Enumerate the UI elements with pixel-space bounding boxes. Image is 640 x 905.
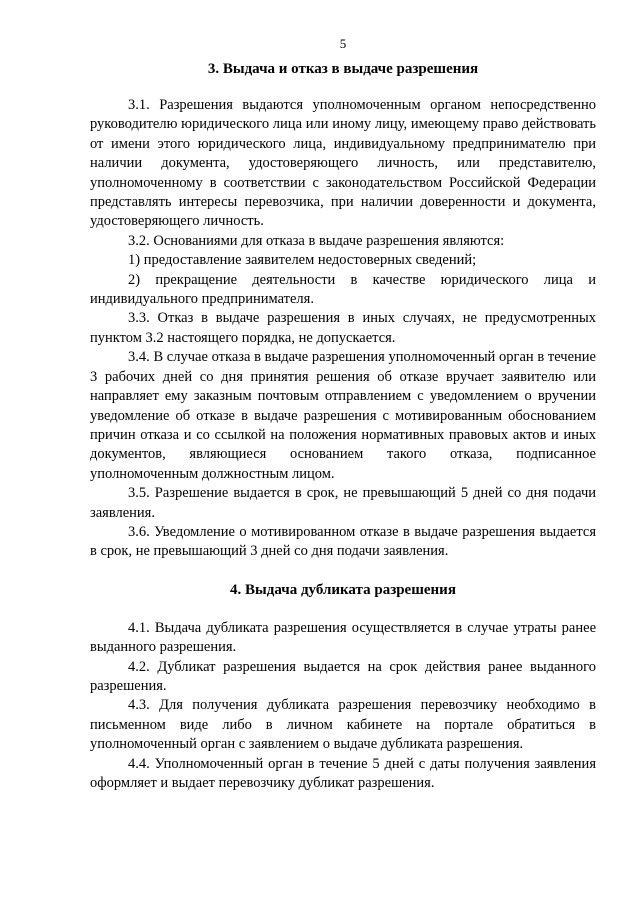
paragraph-3-1: 3.1. Разрешения выдаются уполномоченным органом непосредственно руководителю юридического лица или иному лицу, имеющему право действовать от имени этого юридического лица, индивидуальному предпринимателю при наличии документа, удостоверяющего личность, или представителю, уполномоченному в соответствии с законодательством Российской Федерации представлять интересы перевозчика, при наличии доверенности и документа, удостоверяющего личность. bbox=[90, 97, 596, 230]
paragraph-4-4: 4.4. Уполномоченный орган в течение 5 дней с даты получения заявления оформляет и выдает перевозчику дубликат разрешения. bbox=[90, 755, 596, 791]
section-title: 4. Выдача дубликата разрешения bbox=[230, 581, 456, 598]
paragraph-4-3: 4.3. Для получения дубликата разрешения перевозчику необходимо в письменном виде либо в личном кабинете на портале обратиться в уполномоченный орган с заявлением о выдаче дубликата разрешения. bbox=[90, 697, 596, 753]
section-issuance-and-refusal bbox=[90, 60, 596, 562]
document-page bbox=[90, 36, 596, 793]
list-item-3-2-2: 2) прекращение деятельности в качестве юридического лица и индивидуального предпринимателя. bbox=[90, 271, 596, 308]
paragraph-3-5: 3.5. Разрешение выдается в срок, не превышающий 5 дней со дня подачи заявления. bbox=[90, 485, 596, 521]
section-duplicate-issuance bbox=[90, 581, 596, 794]
paragraph-4-1: 4.1. Выдача дубликата разрешения осуществляется в случае утраты ранее выданного разрешения. bbox=[90, 619, 596, 656]
page-number: 5 bbox=[339, 36, 347, 51]
paragraph-3-2: 3.2. Основаниями для отказа в выдаче разрешения являются: bbox=[128, 232, 505, 249]
paragraph-3-4: 3.4. В случае отказа в выдаче разрешения уполномоченный орган в течение 3 рабочих дней со дня принятия решения об отказе вручает заявителю или направляет ему заказным почтовым отправлением с уведомлением о вручении уведомление об отказе в выдаче разрешения с мотивированным обоснованием причин отказа и со ссылкой на положения нормативных правовых актов и иных документов, являющиеся основанием такого отказа, подписанное уполномоченным должностным лицом. bbox=[90, 349, 596, 482]
paragraph-4-2: 4.2. Дубликат разрешения выдается на срок действия ранее выданного разрешения. bbox=[90, 658, 596, 694]
paragraph-3-3: 3.3. Отказ в выдаче разрешения в иных случаях, не предусмотренных пунктом 3.2 настоящего порядка, не допускается. bbox=[90, 310, 596, 346]
paragraph-3-6: 3.6. Уведомление о мотивированном отказе в выдаче разрешения выдается в срок, не превышающий 3 дней со дня подачи заявления. bbox=[90, 523, 596, 560]
list-item-3-2-1: 1) предоставление заявителем недостоверных сведений; bbox=[128, 252, 477, 269]
section-title: 3. Выдача и отказ в выдаче разрешения bbox=[207, 61, 479, 77]
